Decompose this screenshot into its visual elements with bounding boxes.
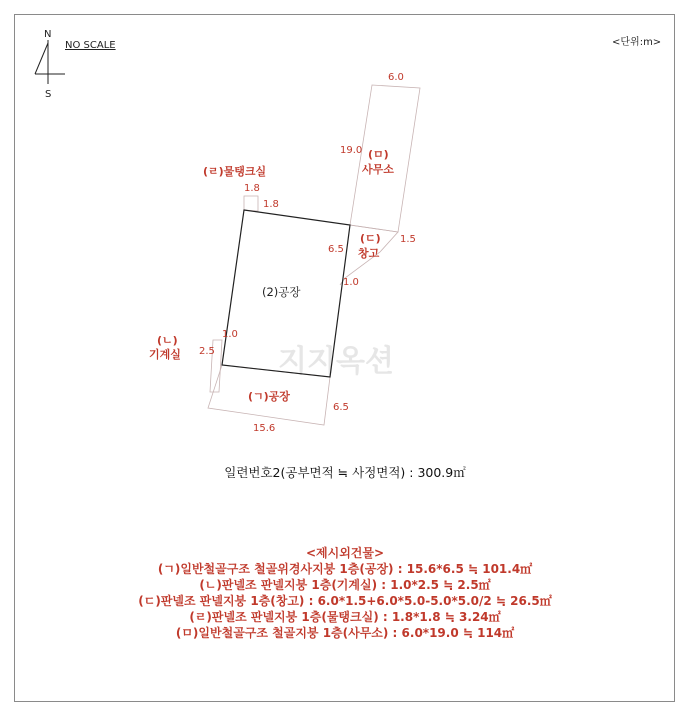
watermark: 지지옥션 — [278, 344, 394, 379]
notes-title: <제시외건물> — [305, 546, 385, 560]
annex-building-notes — [0, 545, 690, 641]
south-label: S — [45, 89, 52, 100]
building-ma-name: 사무소 — [362, 163, 394, 176]
note-item: (ㄴ)판넬조 판넬지붕 1층(기계실) : 1.0*2.5 ≒ 2.5㎡ — [199, 578, 491, 592]
north-arrow-icon — [35, 40, 65, 84]
tank-outline — [244, 196, 258, 211]
building-da-name: 창고 — [358, 247, 380, 260]
scale-note: NO SCALE — [65, 40, 116, 51]
north-label: N — [44, 29, 52, 40]
main-building-label: (2)공장 — [262, 285, 301, 299]
dim-machine-a: 1.0 — [222, 329, 238, 340]
dim-office-length: 19.0 — [340, 145, 363, 156]
dim-factory-depth: 6.5 — [333, 402, 349, 413]
dim-storage-b: 1.5 — [400, 234, 416, 245]
building-na-mark: (ㄴ) — [157, 334, 178, 347]
note-item: (ㄹ)판넬조 판넬지붕 1층(물탱크실) : 1.8*1.8 ≒ 3.24㎡ — [189, 610, 501, 624]
dim-office-width: 6.0 — [388, 72, 404, 83]
dim-tank-a: 1.8 — [244, 183, 260, 194]
building-ga-label: (ㄱ)공장 — [248, 390, 290, 403]
building-ra-label: (ㄹ)물탱크실 — [203, 165, 267, 178]
unit-note: <단위:m> — [612, 37, 662, 48]
building-na-name: 기계실 — [149, 348, 181, 361]
building-ma-mark: (ㅁ) — [368, 148, 389, 161]
building-da-mark: (ㄷ) — [360, 232, 381, 245]
dim-tank-b: 1.8 — [263, 199, 279, 210]
area-summary: 일련번호2(공부면적 ≒ 사정면적) : 300.9㎡ — [224, 465, 466, 480]
dim-factory-length: 15.6 — [253, 423, 276, 434]
dim-storage-c: 1.0 — [343, 277, 359, 288]
note-item: (ㄷ)판넬조 판넬지붕 1층(창고) : 6.0*1.5+6.0*5.0-5.0*5.0/2 ≒ 26.5㎡ — [138, 594, 552, 608]
note-item: (ㄱ)일반철골구조 철골위경사지붕 1층(공장) : 15.6*6.5 ≒ 101.4㎡ — [157, 562, 533, 576]
dim-machine-b: 2.5 — [199, 346, 215, 357]
note-item: (ㅁ)일반철골구조 철골지붕 1층(사무소) : 6.0*19.0 ≒ 114㎡ — [175, 626, 515, 640]
dim-storage-a: 6.5 — [328, 244, 344, 255]
